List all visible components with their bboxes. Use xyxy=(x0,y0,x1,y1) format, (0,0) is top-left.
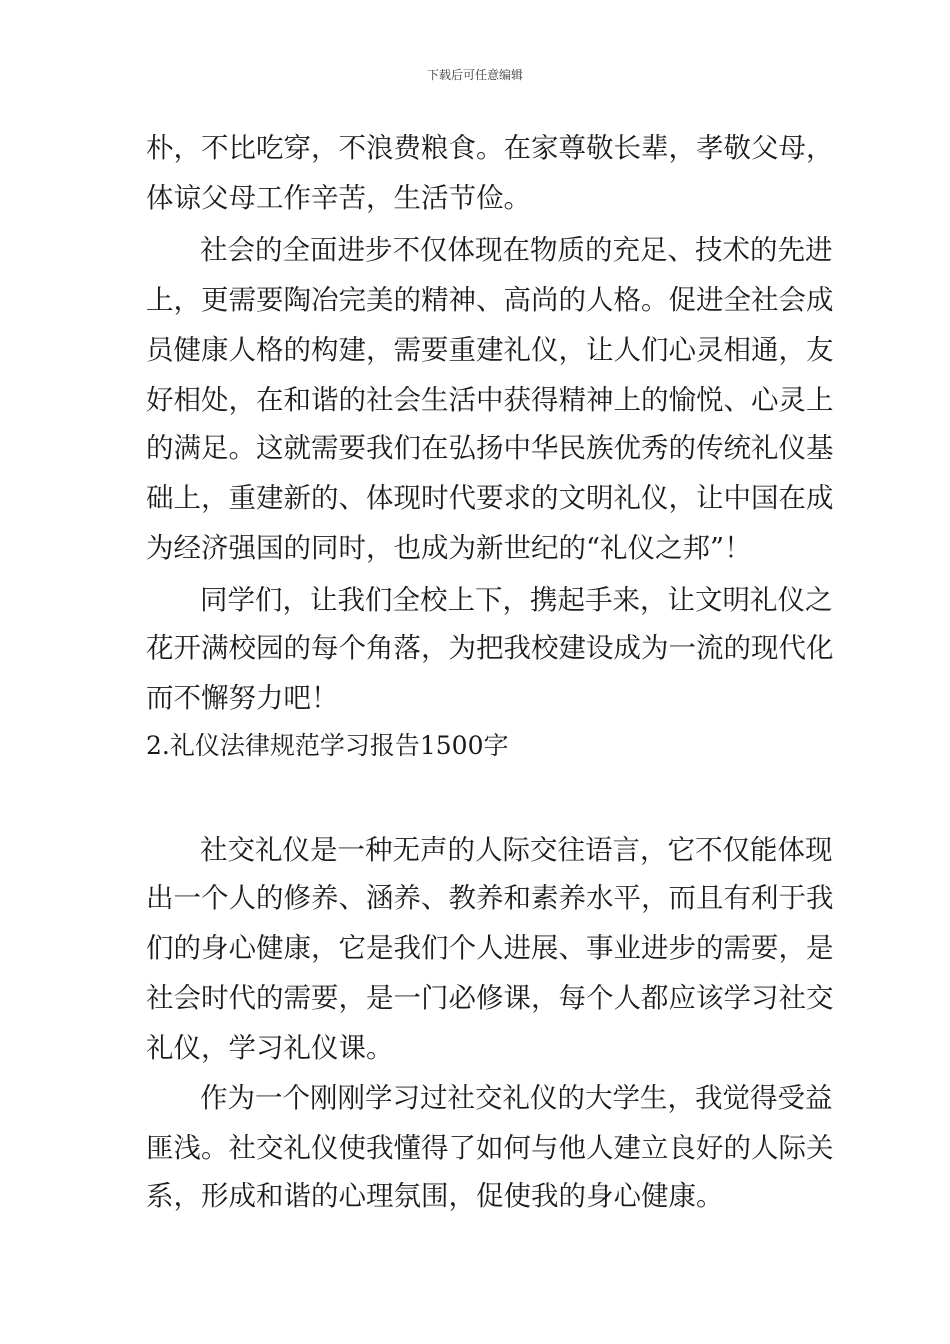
text-line: 础上，重建新的、体现时代要求的文明礼仪，让中国在成 xyxy=(146,482,834,514)
text-line: 朴，不比吃穿，不浪费粮食。在家尊敬长辈，孝敬父母， xyxy=(146,132,834,164)
text-line: 同学们，让我们全校上下，携起手来，让文明礼仪之 xyxy=(200,584,833,616)
text-line: 礼仪，学习礼仪课。 xyxy=(146,1032,394,1064)
text-line: 们的身心健康，它是我们个人进展、事业进步的需要，是 xyxy=(146,932,834,964)
text-line: 的满足。这就需要我们在弘扬中华民族优秀的传统礼仪基 xyxy=(146,432,834,464)
text-line: 作为一个刚刚学习过社交礼仪的大学生，我觉得受益 xyxy=(200,1082,833,1114)
text-line: 好相处，在和谐的社会生活中获得精神上的愉悦、心灵上 xyxy=(146,384,834,416)
section-heading: 2.礼仪法律规范学习报告1500字 xyxy=(146,731,509,760)
text-line: 社会的全面进步不仅体现在物质的充足、技术的先进 xyxy=(200,234,833,266)
text-line: 为经济强国的同时，也成为新世纪的“礼仪之邦”！ xyxy=(146,532,752,564)
text-line: 出一个人的修养、涵养、教养和素养水平，而且有利于我 xyxy=(146,882,834,914)
text-line: 花开满校园的每个角落，为把我校建设成为一流的现代化 xyxy=(146,632,834,664)
text-line: 社交礼仪是一种无声的人际交往语言，它不仅能体现 xyxy=(200,834,833,866)
text-line: 体谅父母工作辛苦，生活节俭。 xyxy=(146,182,531,214)
text-line: 上，更需要陶冶完美的精神、高尚的人格。促进全社会成 xyxy=(146,284,834,316)
text-line: 匪浅。社交礼仪使我懂得了如何与他人建立良好的人际关 xyxy=(146,1132,834,1164)
text-line: 系，形成和谐的心理氛围，促使我的身心健康。 xyxy=(146,1180,724,1212)
header-note: 下载后可任意编辑 xyxy=(426,68,523,82)
text-line: 社会时代的需要，是一门必修课，每个人都应该学习社交 xyxy=(146,982,834,1014)
text-line: 而不懈努力吧！ xyxy=(146,682,339,714)
text-line: 员健康人格的构建，需要重建礼仪，让人们心灵相通，友 xyxy=(146,334,834,366)
